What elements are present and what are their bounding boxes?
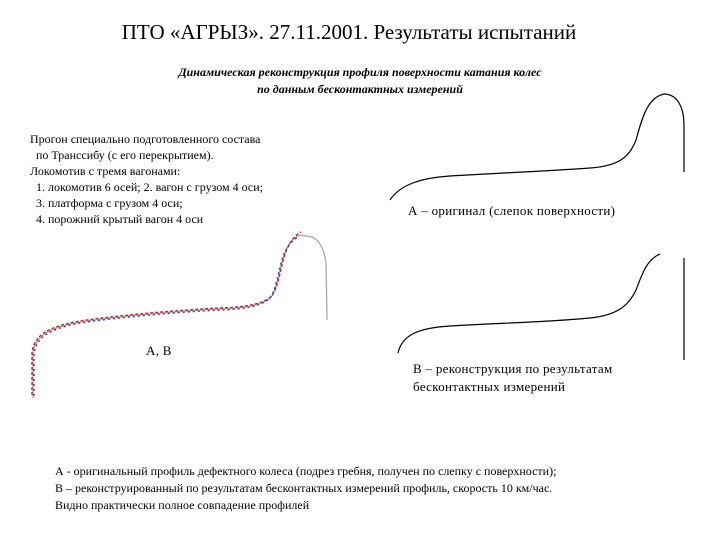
footnotes <box>55 463 556 514</box>
overlay-reconstruction-blue <box>34 237 299 396</box>
profile-b-reconstruction <box>398 254 660 353</box>
profile-a-original <box>390 94 684 200</box>
footnote-line: Видно практически полное совпадение профилей <box>55 498 310 512</box>
label-b-line-2: бесконтактных измерений <box>413 379 566 394</box>
footnote-line: А - оригинальный профиль дефектного колеса (подрез гребня, получен по слепку с поверхности); <box>55 464 557 478</box>
label-b-line-1: В – реконструкция по результатам <box>413 361 613 376</box>
description-line: 3. платформа с грузом 4 оси; <box>30 196 183 210</box>
description-line: 4. порожний крытый вагон 4 оси <box>30 212 204 226</box>
footnote-line: В – реконструированный по результатам бесконтактных измерений профиль, скорость 10 км/час. <box>55 481 553 495</box>
label-a-original: А – оригинал (слепок поверхности) <box>408 203 616 218</box>
overlay-profile-ab <box>32 232 327 398</box>
label-a-b: А, В <box>146 343 172 358</box>
subtitle-line-1: Динамическая реконструкция профиля поверхности катания колес <box>178 65 542 79</box>
description-line: Локомотив с тремя вагонами: <box>30 164 181 178</box>
overlay-reconstruction-red <box>32 232 301 395</box>
description-line: 1. локомотив 6 осей; 2. вагон с грузом 4 оси; <box>30 180 263 194</box>
description-line: Прогон специально подготовленного состава <box>30 132 261 146</box>
subtitle-line-2: по данным бесконтактных измерений <box>257 82 463 96</box>
description-line: по Транссибу (с его перекрытием). <box>30 148 214 162</box>
page-title: ПТО «АГРЫЗ». 27.11.2001. Результаты испытаний <box>121 20 577 44</box>
